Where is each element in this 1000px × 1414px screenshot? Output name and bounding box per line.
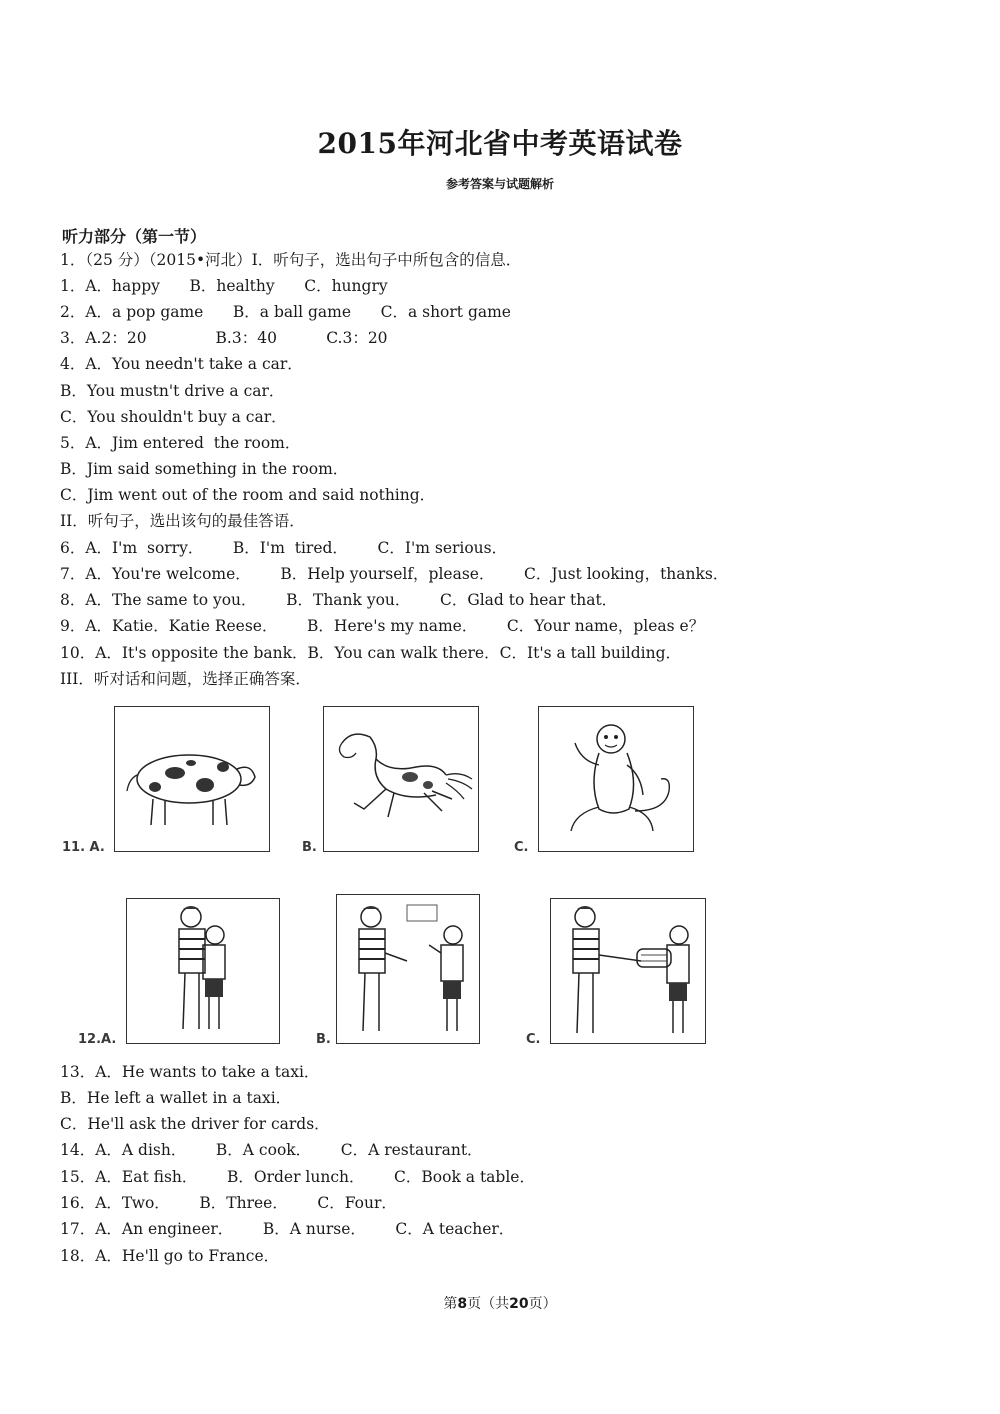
question-line: 4．A．You needn't take a car． — [60, 355, 303, 373]
question-line: B．Jim said something in the room． — [60, 460, 349, 478]
question-line: B．He left a wallet in a taxi． — [60, 1089, 292, 1107]
q12-label-a: 12.A. — [78, 1032, 117, 1047]
question-line: 8．A．The same to you． B．Thank you． C．Glad to hear that． — [60, 591, 618, 609]
page-subtitle: 参考答案与试题解析 — [445, 177, 554, 191]
question-line: 1．A．happy B．healthy C．hungry — [60, 277, 388, 295]
question-line: 2．A．a pop game B．a ball game C．a short game — [60, 303, 511, 321]
giving-gift-picture — [336, 894, 480, 1044]
question-line: 16．A．Two． B．Three． C．Four． — [60, 1194, 397, 1212]
q11-label-b: B. — [302, 840, 317, 855]
question-line: 18．A．He'll go to France． — [60, 1247, 280, 1265]
footer-prefix: 第 — [443, 1296, 458, 1312]
question-line: 5．A．Jim entered the room． — [60, 434, 301, 452]
question-line: 15．A．Eat fish． B．Order lunch． C．Book a table． — [60, 1168, 535, 1186]
section-heading: 听力部分（第一节） — [62, 227, 207, 246]
question-line: II．听句子，选出该句的最佳答语． — [60, 512, 305, 530]
question-line: B．You mustn't drive a car． — [60, 382, 285, 400]
q12-label-b: B. — [316, 1032, 331, 1047]
footer-suffix: 页） — [528, 1296, 557, 1312]
horse-picture — [323, 706, 479, 852]
page-number: 8 — [457, 1296, 468, 1312]
monkey-icon — [539, 707, 693, 851]
footer-middle: 页（共 — [467, 1296, 510, 1312]
question-line: III．听对话和问题，选择正确答案． — [60, 670, 311, 688]
q11-label-c: C. — [514, 840, 529, 855]
question-line: 9．A．Katie．Katie Reese． B．Here's my name． C．Your name，pleas e？ — [60, 617, 705, 635]
page-footer — [0, 1293, 1000, 1313]
question-line: C．Jim went out of the room and said nothing． — [60, 486, 436, 504]
cow-icon — [115, 707, 269, 851]
question-line: 14．A．A dish． B．A cook． C．A restaurant． — [60, 1141, 483, 1159]
cow-picture — [114, 706, 270, 852]
hugging-people-picture — [126, 898, 280, 1044]
q11-label-a: 11. A. — [62, 840, 105, 855]
question-line: 3．A.2：20 B.3：40 C.3：20 — [60, 329, 388, 347]
handing-cake-icon — [551, 899, 705, 1043]
question-line: 10．A．It's opposite the bank．B．You can walk there．C．It's a tall building． — [60, 644, 682, 662]
question-line: 6．A．I'm sorry． B．I'm tired． C．I'm serious． — [60, 539, 508, 557]
page-title: 2015年河北省中考英语试卷 — [317, 127, 683, 160]
q12-label-c: C. — [526, 1032, 541, 1047]
hugging-icon — [127, 899, 279, 1043]
question-line: 1．（25 分）（2015•河北）I．听句子，选出句子中所包含的信息． — [60, 251, 522, 269]
question-line: C．He'll ask the driver for cards． — [60, 1115, 330, 1133]
horse-icon — [324, 707, 478, 851]
giving-gift-icon — [337, 895, 479, 1043]
question-line: 7．A．You're welcome． B．Help yourself，please． C．Just looking，thanks． — [60, 565, 729, 583]
page-total: 20 — [509, 1296, 529, 1312]
question-line: C．You shouldn't buy a car． — [60, 408, 287, 426]
question-line: 13．A．He wants to take a taxi． — [60, 1063, 320, 1081]
handing-cake-picture — [550, 898, 706, 1044]
question-line: 17．A．An engineer． B．A nurse． C．A teacher． — [60, 1220, 515, 1238]
monkey-picture — [538, 706, 694, 852]
